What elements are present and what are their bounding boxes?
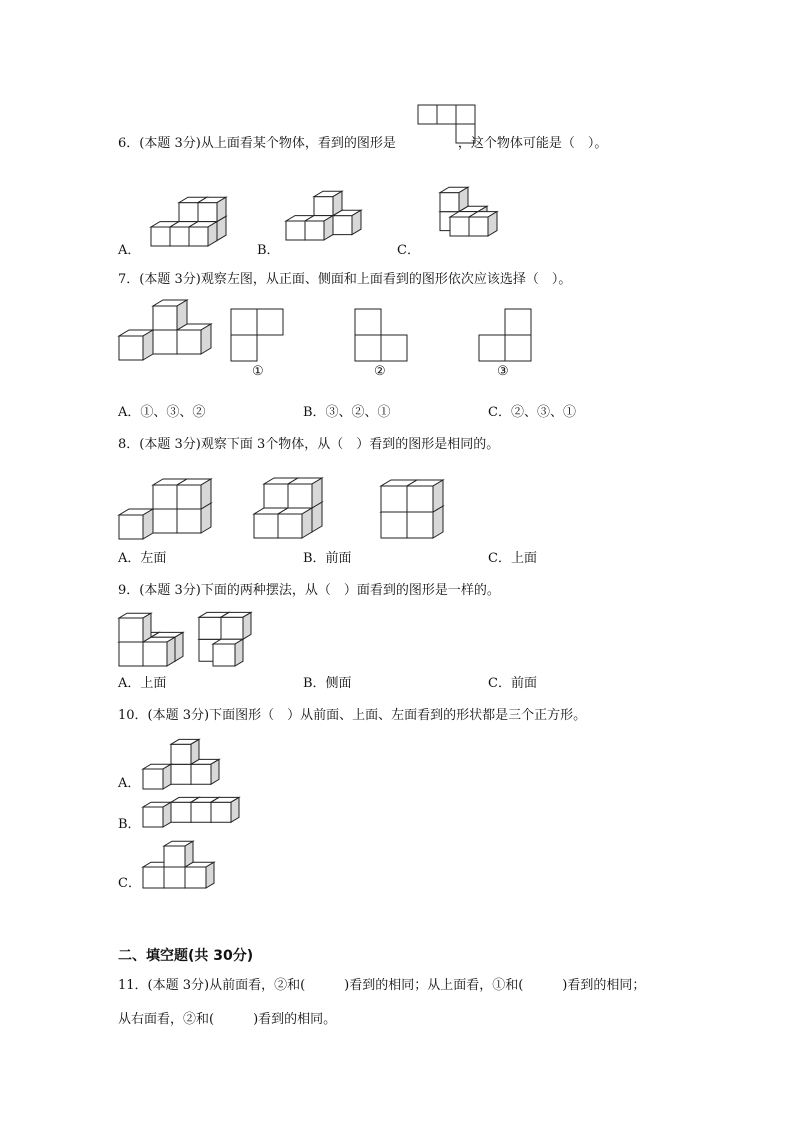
q11-line-1: 11．(本题 3分)从前面看，②和( )看到的相同；从上面看，①和( )看到的相同； xyxy=(118,978,646,993)
q8-option-c[interactable]: C．上面 xyxy=(488,551,537,566)
q6-text-before: 6．(本题 3分)从上面看某个物体，看到的图形是 xyxy=(118,136,396,151)
q8-object-2-figure xyxy=(253,472,323,540)
q7-view-1-label: ① xyxy=(252,364,264,379)
q7-view-2-label: ② xyxy=(374,364,386,379)
q6-option-a[interactable]: A． xyxy=(118,243,141,258)
q7-question-text: 7．(本题 3分)观察左图，从正面、侧面和上面看到的图形依次应该选择（ ）。 xyxy=(118,272,572,287)
section-2-title: 二、填空题(共 30分) xyxy=(118,948,254,964)
q10-question-text: 10．(本题 3分)下面图形（ ）从前面、上面、左面看到的形状都是三个正方形。 xyxy=(118,708,587,723)
q7-solid-figure xyxy=(118,296,190,362)
q7-view-3-label: ③ xyxy=(497,364,509,379)
q7-view-3-figure xyxy=(478,308,534,362)
q8-question-text: 8．(本题 3分)观察下面 3个物体，从（ ）看到的图形是相同的。 xyxy=(118,437,500,452)
q11-line-2: 从右面看，②和( )看到的相同。 xyxy=(118,1012,337,1027)
q9-arrangement-1-figure xyxy=(118,604,186,668)
q7-option-a[interactable]: A．①、③、② xyxy=(118,405,206,420)
q8-option-a[interactable]: A．左面 xyxy=(118,551,167,566)
q6-option-c[interactable]: C． xyxy=(397,243,420,258)
q9-option-a[interactable]: A．上面 xyxy=(118,676,167,691)
q10-option-b-figure xyxy=(142,793,246,829)
q9-question-text: 9．(本题 3分)下面的两种摆法，从（ ）面看到的图形是一样的。 xyxy=(118,583,500,598)
q7-option-c[interactable]: C．②、③、① xyxy=(488,405,576,420)
q6-option-b-figure xyxy=(285,184,365,244)
q8-object-3-figure xyxy=(380,472,450,540)
q9-arrangement-2-figure xyxy=(190,604,252,668)
q7-view-1-figure xyxy=(230,308,286,362)
q6-question-text xyxy=(118,136,607,152)
q10-option-a-figure xyxy=(142,731,206,791)
q8-object-1-figure xyxy=(118,463,198,541)
q7-view-2-figure xyxy=(354,308,410,362)
q10-option-c[interactable]: C． xyxy=(118,876,141,891)
q10-option-b[interactable]: B． xyxy=(118,817,141,832)
q6-option-a-figure xyxy=(150,190,230,248)
q6-option-c-figure xyxy=(428,182,504,242)
q6-text-after: ，这个物体可能是（ ）。 xyxy=(457,136,608,151)
q10-option-a[interactable]: A． xyxy=(118,776,141,791)
q9-option-c[interactable]: C．前面 xyxy=(488,676,537,691)
q7-option-b[interactable]: B．③、②、① xyxy=(303,405,391,420)
q9-option-b[interactable]: B．侧面 xyxy=(303,676,352,691)
q6-option-b[interactable]: B． xyxy=(257,243,280,258)
q8-option-b[interactable]: B．前面 xyxy=(303,551,352,566)
q10-option-c-figure xyxy=(142,836,218,890)
